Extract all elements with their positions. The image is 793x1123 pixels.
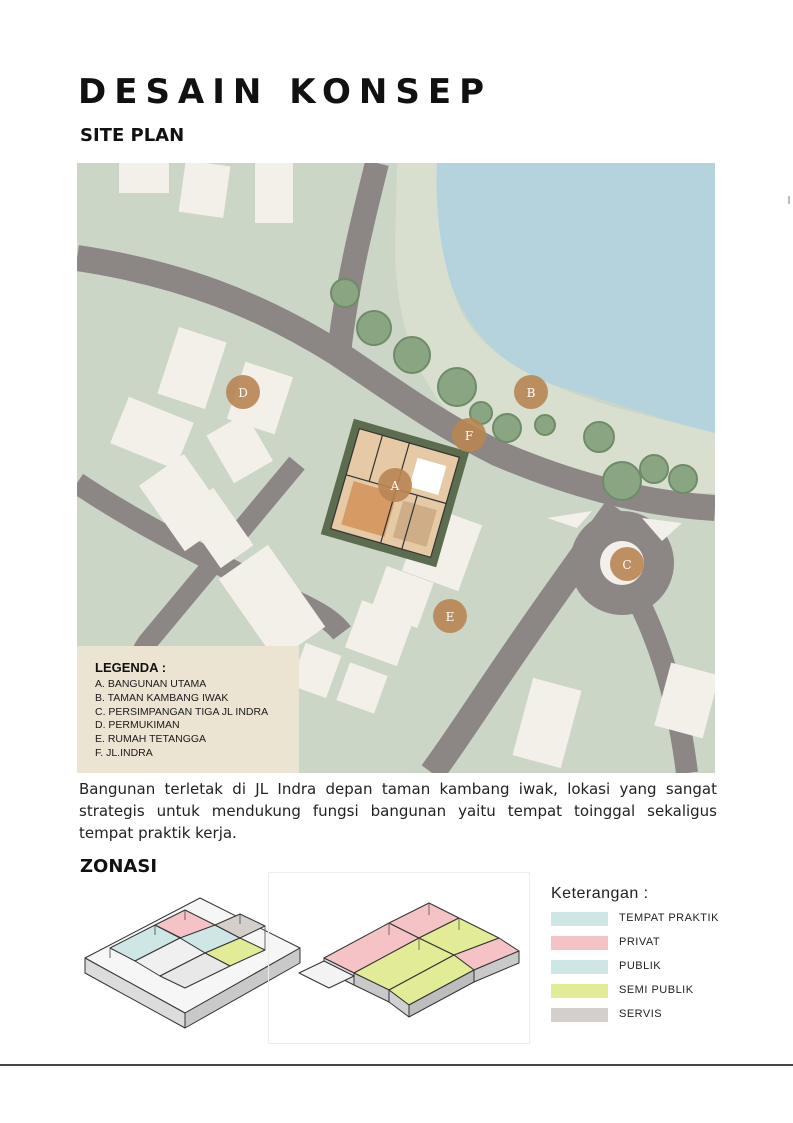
zone-label: PRIVAT xyxy=(619,936,661,948)
marker-d: D xyxy=(238,386,248,400)
zone-swatch xyxy=(551,984,608,998)
zone-label: SEMI PUBLIK xyxy=(619,984,694,996)
zone-label: PUBLIK xyxy=(619,960,662,972)
zone-swatch xyxy=(551,960,608,974)
zone-swatch xyxy=(551,912,608,926)
marker-e: E xyxy=(445,610,455,624)
legend-item: F. JL.INDRA xyxy=(95,746,153,759)
legend-item: C. PERSIMPANGAN TIGA JL INDRA xyxy=(95,705,269,718)
legend-item: A. BANGUNAN UTAMA xyxy=(95,678,207,690)
marker-b: B xyxy=(526,386,536,400)
footer-rule xyxy=(0,1064,793,1066)
zoning-isometric-upper-floor xyxy=(268,872,530,1044)
page-title: DESAIN KONSEP xyxy=(78,72,493,112)
zone-swatch xyxy=(551,936,608,950)
legend-item: E. RUMAH TETANGGA xyxy=(95,733,207,746)
marker-c: C xyxy=(622,558,632,572)
keterangan-title: Keterangan : xyxy=(551,885,649,902)
margin-mark xyxy=(788,196,790,204)
zone-label: TEMPAT PRAKTIK xyxy=(619,912,719,924)
site-plan-map xyxy=(77,163,715,773)
zone-swatch xyxy=(551,1008,608,1022)
legend-item: D. PERMUKIMAN xyxy=(95,719,180,732)
legend-list xyxy=(95,678,268,761)
legend-title: LEGENDA : xyxy=(95,660,167,675)
legend-box xyxy=(77,646,299,773)
marker-a: A xyxy=(390,479,400,493)
zone-label: SERVIS xyxy=(619,1008,663,1020)
site-plan-heading: SITE PLAN xyxy=(80,125,185,146)
marker-f: F xyxy=(464,429,474,443)
site-description: Bangunan terletak di JL Indra depan taman kambang iwak, lokasi yang sangat strategis untuk mendukung fungsi bangunan yaitu tempat toinggal sekaligus tempat praktik kerja. xyxy=(79,780,717,842)
legend-item: B. TAMAN KAMBANG IWAK xyxy=(95,691,229,704)
zonasi-heading: ZONASI xyxy=(80,856,158,877)
